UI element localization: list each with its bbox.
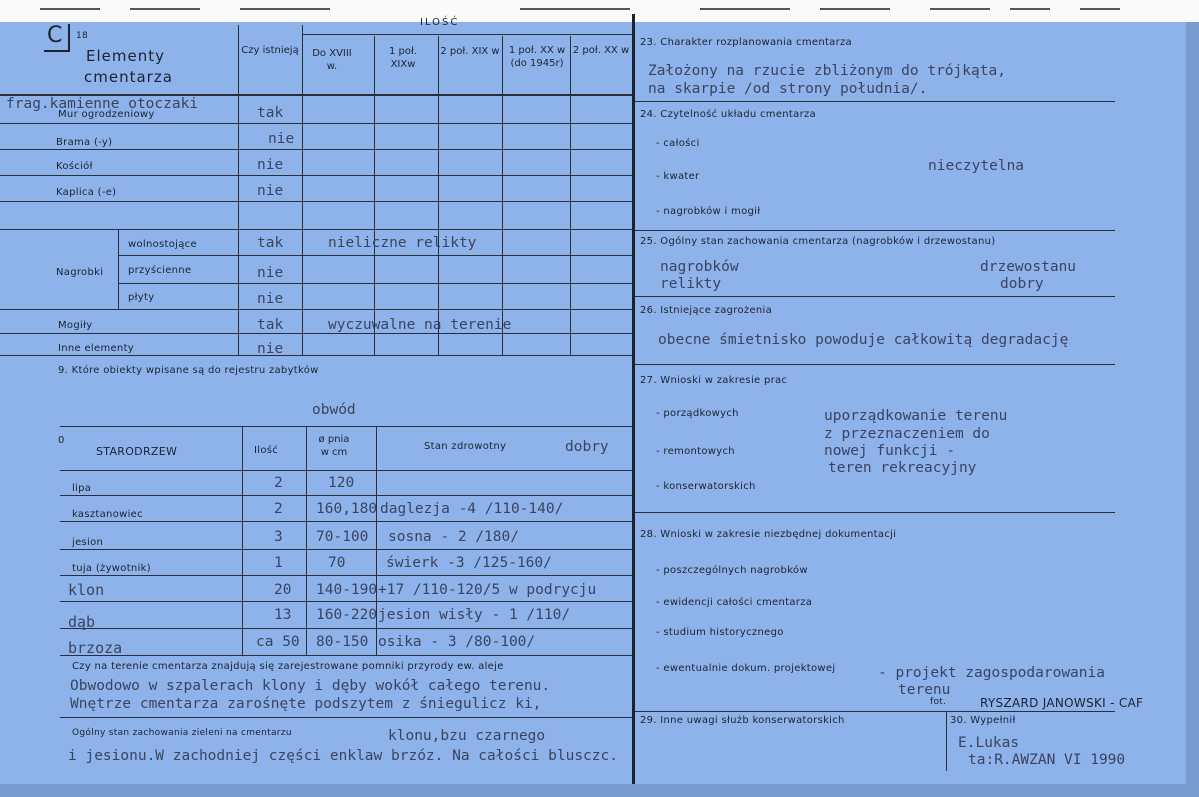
tree-diam-tuja: 70 — [328, 555, 346, 571]
tree-diam-brzoza: 80-150 — [316, 634, 369, 650]
s27-value2: z przeznaczeniem do — [824, 426, 990, 442]
tree-name-tuja: tuja (żywotnik) — [72, 563, 151, 574]
card-title-line1: Elementy — [86, 47, 165, 65]
s27-item-remontowych: - remontowych — [656, 446, 735, 457]
tree-name-klon: klon — [68, 581, 105, 599]
s28-item-studium: - studium historycznego — [656, 627, 784, 638]
tree-diam-klon: 140-190 — [316, 582, 378, 598]
tree-count-lipa: 2 — [274, 475, 283, 491]
header-ilosc: ILOŚĆ — [420, 17, 460, 28]
pomniki-line2: Wnętrze cmentarza zarośnęte podszytem z śniegulicz ki, — [70, 696, 542, 712]
tree-count-jesion: 3 — [274, 529, 283, 545]
tree-note-tuja: świerk -3 /125-160/ — [386, 555, 552, 571]
inne-label: Inne elementy — [58, 343, 135, 354]
card-number: 18 — [76, 31, 89, 41]
s30-label: 30. Wypełnił — [950, 715, 1016, 726]
trees-header-name: STARODRZEW — [96, 445, 178, 458]
tree-diam-jesion: 70-100 — [316, 529, 369, 545]
nagrobki-wolnostojace-value: tak — [257, 235, 284, 251]
tree-note-klon: +17 /110-120/5 w podrycju — [378, 582, 597, 598]
header-p19-2: 2 poł. XIX w — [440, 46, 500, 57]
zielen-line1: klonu,bzu czarnego — [388, 728, 546, 744]
inne-value: nie — [257, 341, 284, 357]
row-value-kaplica: nie — [257, 183, 284, 199]
tree-name-jesion: jesion — [72, 537, 104, 548]
tree-count-kasztanowiec: 2 — [274, 501, 283, 517]
s24-item-nagrobkow: - nagrobków i mogił — [656, 206, 761, 217]
nagrobki-note: nieliczne relikty — [328, 235, 477, 251]
s28-value1: - projekt zagospodarowania — [878, 665, 1105, 681]
tree-name-kasztanowiec: kasztanowiec — [72, 509, 143, 520]
s24-label: 24. Czytelność układu cmentarza — [640, 109, 816, 120]
mogily-label: Mogiły — [58, 320, 93, 331]
zielen-label: Ogólny stan zachowania zieleni na cmentarzu — [72, 728, 292, 738]
s27-value4: teren rekreacyjny — [828, 460, 977, 476]
trees-section-num: 0 — [58, 435, 65, 446]
tree-note-brzoza: osika - 3 /80-100/ — [378, 634, 536, 650]
nagrobki-plyty-value: nie — [257, 291, 284, 307]
s23-line1: Założony na rzucie zbliżonym do trójkąta, — [648, 63, 1006, 79]
header-p19-1: 1 poł. XIXw — [388, 46, 418, 70]
s26-label: 26. Istniejące zagrożenia — [640, 305, 773, 316]
tree-note-kasztanowiec: daglezja -4 /110-140/ — [380, 501, 564, 517]
s29-label: 29. Inne uwagi służb konserwatorskich — [640, 715, 845, 726]
s25-left1: nagrobków — [660, 259, 739, 275]
card-bottom-edge — [0, 784, 1199, 797]
s30-date: ta:R.AWZAN VI 1990 — [968, 752, 1126, 768]
s28-item-ewidencji: - ewidencji całości cmentarza — [656, 597, 813, 608]
s30-name: E.Lukas — [958, 735, 1020, 751]
pomniki-line1: Obwodowo w szpalerach klony i dęby wokół całego terenu. — [70, 678, 551, 694]
mogily-value: tak — [257, 317, 284, 333]
nagrobki-wolnostojace-label: wolnostojące — [128, 239, 197, 250]
s24-item-calosci: - całości — [656, 138, 700, 149]
mogily-note: wyczuwalne na terenie — [328, 317, 512, 333]
tree-name-brzoza: brzoza — [68, 639, 123, 657]
s28-item-nagrobkow: - poszczególnych nagrobków — [656, 565, 808, 576]
typed-obwod: obwód — [312, 402, 356, 418]
s28-label: 28. Wnioski w zakresie niezbędnej dokumentacji — [640, 529, 897, 540]
row-label-brama: Brama (-y) — [56, 137, 113, 148]
s23-line2: na skarpie /od strony południa/. — [648, 81, 928, 97]
nagrobki-przyscienne-value: nie — [257, 265, 284, 281]
tree-count-klon: 20 — [274, 582, 292, 598]
row-value-brama: nie — [268, 131, 295, 147]
s27-value1: uporządkowanie terenu — [824, 408, 1008, 424]
tree-count-brzoza: ca 50 — [256, 634, 300, 650]
tree-diam-kasztanowiec: 160,180 — [316, 501, 378, 517]
trees-header-diam: ø pnia w cm — [318, 434, 350, 458]
zielen-line2: i jesionu.W zachodniej części enklaw brzóz. Na całości blusczc. — [68, 748, 618, 764]
s27-item-konserwatorskich: - konserwatorskich — [656, 481, 756, 492]
typed-frag-kamienne: frag.kamienne otoczaki — [6, 96, 199, 112]
s27-item-porzadkowych: - porządkowych — [656, 408, 739, 419]
s28-value2: terenu — [898, 682, 951, 698]
s27-label: 27. Wnioski w zakresie prac — [640, 375, 788, 386]
header-p20-2: 2 poł. XX w — [572, 45, 630, 56]
row-label-kaplica: Kaplica (-e) — [56, 187, 117, 198]
s25-right1: drzewostanu — [980, 259, 1077, 275]
s25-right2: dobry — [1000, 276, 1044, 292]
s24-value: nieczytelna — [928, 158, 1025, 174]
tree-count-dab: 13 — [274, 607, 292, 623]
section-19-label: 9. Które obiekty wpisane są do rejestru zabytków — [58, 365, 319, 376]
s25-left2: relikty — [660, 276, 722, 292]
header-p20-1: 1 poł. XX w (do 1945r) — [508, 45, 566, 69]
header-czy: Czy istnieją — [241, 45, 299, 56]
tree-note-dab: jesion wisły - 1 /110/ — [378, 607, 571, 623]
row-value-kosciol: nie — [257, 157, 284, 173]
card-right-edge — [1186, 22, 1199, 797]
s25-label: 25. Ogólny stan zachowania cmentarza (nagrobków i drzewostanu) — [640, 236, 996, 247]
photo-credit: RYSZARD JANOWSKI - CAF — [980, 696, 1144, 710]
tree-name-dab: dąb — [68, 613, 96, 631]
trees-header-count: Ilość — [254, 445, 279, 456]
tree-note-jesion: sosna - 2 /180/ — [388, 529, 519, 545]
s28-item-projektowej: - ewentualnie dokum. projektowej — [656, 663, 836, 674]
photo-label: fot. — [930, 697, 947, 707]
tree-diam-dab: 160-220 — [316, 607, 378, 623]
row-label-mur: Mur ogrodzeniowy — [58, 109, 155, 120]
card-top-edge — [0, 0, 1199, 22]
row-value-mur: tak — [257, 105, 284, 121]
pomniki-question: Czy na terenie cmentarza znajdują się zarejestrowane pomniki przyrody ew. aleje — [72, 661, 504, 672]
card-title-line2: cmentarza — [84, 68, 173, 86]
row-label-kosciol: Kościół — [56, 161, 93, 172]
card-letter: C — [47, 23, 63, 48]
trees-state-value: dobry — [565, 439, 609, 455]
s23-label: 23. Charakter rozplanowania cmentarza — [640, 37, 852, 48]
trees-header-state: Stan zdrowotny — [424, 441, 507, 452]
s26-value: obecne śmietnisko powoduje całkowitą degradację — [658, 332, 1069, 348]
s24-item-kwater: - kwater — [656, 171, 700, 182]
nagrobki-plyty-label: płyty — [128, 292, 155, 303]
s27-value3: nowej funkcji - — [824, 443, 955, 459]
nagrobki-przyscienne-label: przyścienne — [128, 265, 192, 276]
tree-count-tuja: 1 — [274, 555, 283, 571]
tree-diam-lipa: 120 — [328, 475, 355, 491]
tree-name-lipa: lipa — [72, 483, 92, 494]
header-do18: Do XVIII w. — [312, 48, 352, 72]
nagrobki-label: Nagrobki — [56, 267, 104, 278]
